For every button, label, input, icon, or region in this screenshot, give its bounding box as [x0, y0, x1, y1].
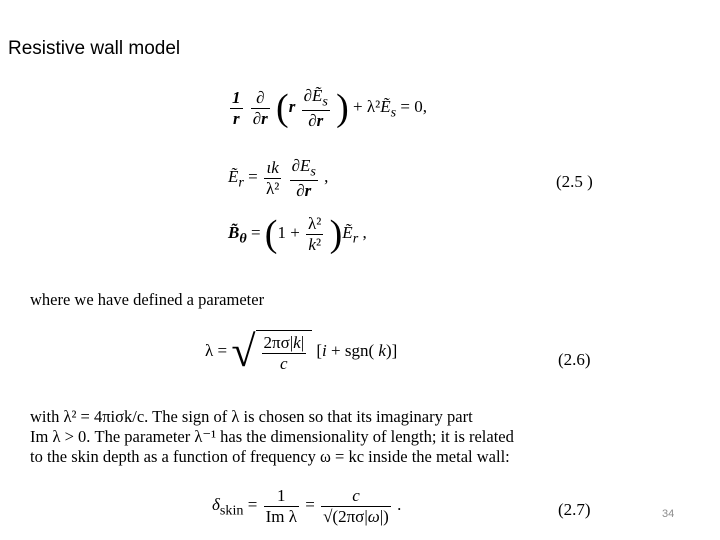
equation-number-2-7: (2.7)	[558, 500, 591, 519]
page-number: 34	[662, 508, 675, 520]
equation-er: Ẽ$_r$ = $\frac{\iota k}{\text{λ²}}$ $\frac{\partial E_s}{\partial r}$ ,	[228, 156, 329, 200]
paragraph-line-1: with λ² = 4πiσk/c. The sign of λ is chosen so that its imaginary part	[30, 407, 473, 426]
paragraph-line-3: to the skin depth as a function of frequency ω = kc inside the metal wall:	[30, 447, 510, 466]
paragraph-line-2: Im λ > 0. The parameter λ⁻¹ has the dimensionality of length; it is related	[30, 427, 514, 446]
equation-radial-field: $\frac{1}{r}$ $\frac{\partial}{\partial r}$ (r $\frac{\partial Ẽ_s}{\partial r}$ ) + λ²Ẽ$_s$ = 0,	[232, 86, 427, 130]
equation-skin-depth: $\delta_{skin}$ = $\frac{1}{\text{Im λ}}$ = $\frac{c}{√(2\pi\sigma|\omega|)}$ .	[212, 486, 402, 526]
equation-btheta: $B̃_\theta = (1$ + $\frac{\text{λ²}}{\text{k²}}$ )Ẽ$_r$ ,	[228, 213, 367, 256]
equation-number-2-6: (2.6)	[558, 350, 591, 369]
slide-title: Resistive wall model	[8, 38, 181, 59]
equation-lambda: λ = √ $\frac{2\pi\sigma|k|}{c}$ [i + sgn( k)]	[205, 327, 398, 376]
defined-parameter-text: where we have defined a parameter	[30, 290, 265, 309]
equation-number-2-5: (2.5 )	[556, 172, 593, 191]
